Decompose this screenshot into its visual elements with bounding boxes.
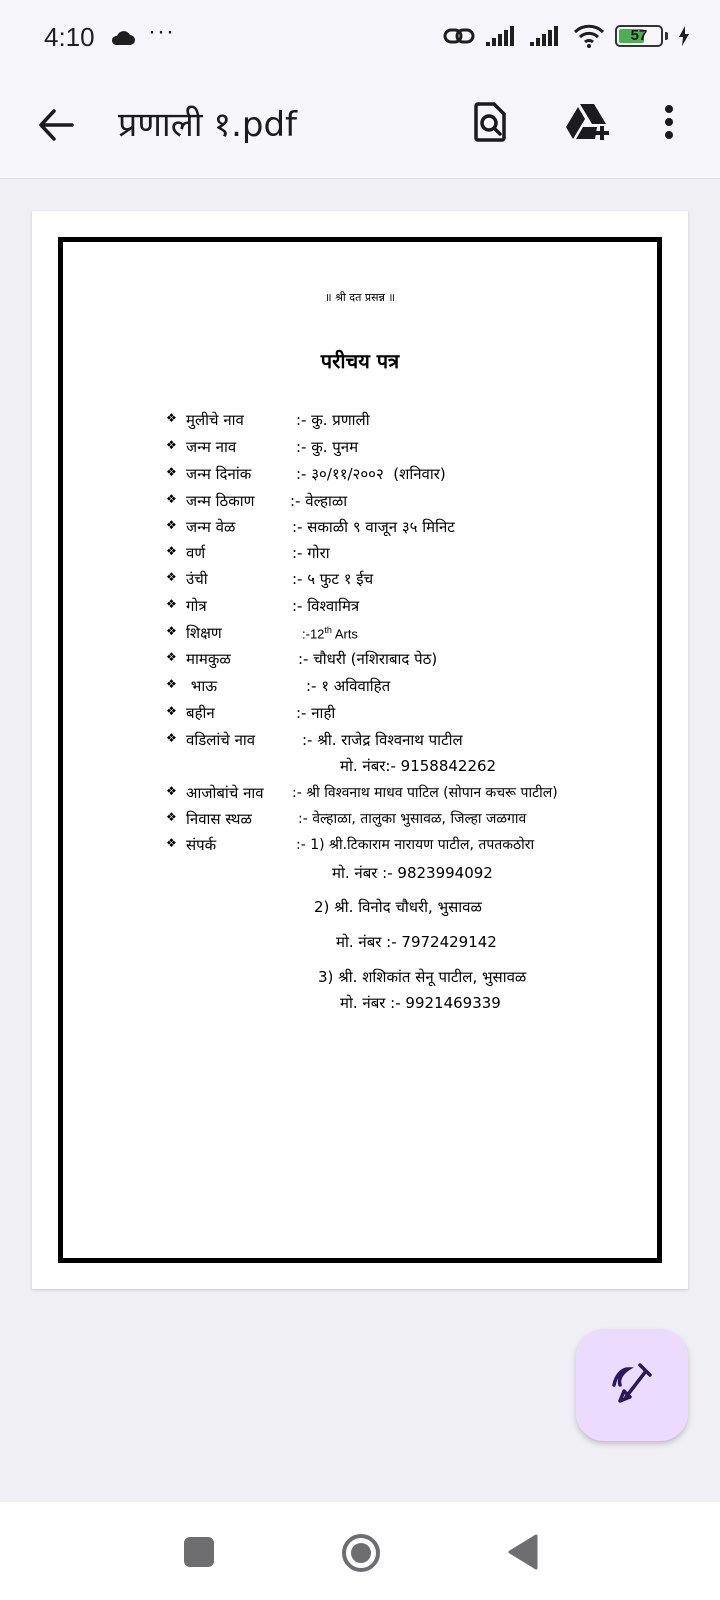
link-icon (443, 25, 475, 47)
diamond-bullet-icon: ❖ (166, 731, 177, 745)
field-label: मामकुळ (186, 650, 231, 668)
diamond-bullet-icon: ❖ (166, 597, 177, 611)
find-in-page-icon[interactable] (474, 102, 506, 142)
field-value: :- ३०/११/२००२ (शनिवार) (296, 465, 446, 483)
cloud-icon (110, 30, 136, 46)
field-label: निवास स्थळ (186, 810, 252, 828)
father-mobile: मो. नंबर:- 9158842262 (340, 757, 497, 775)
diamond-bullet-icon: ❖ (166, 677, 177, 691)
diamond-bullet-icon: ❖ (166, 411, 177, 425)
field-value: :- ५ फुट १ ईच (292, 570, 374, 588)
field-value: :- १ अविवाहित (306, 677, 391, 695)
diamond-bullet-icon: ❖ (166, 492, 177, 506)
diamond-bullet-icon: ❖ (166, 650, 177, 664)
field-label: बहीन (186, 704, 215, 722)
document-heading: परीचय पत्र (320, 349, 400, 373)
document-content (32, 211, 688, 1289)
diamond-bullet-icon: ❖ (166, 518, 177, 532)
field-label: मुलीचे नाव (186, 411, 244, 429)
field-label: जन्म दिनांक (186, 465, 252, 483)
app-bar (0, 72, 720, 179)
field-label: संपर्क (186, 836, 217, 854)
field-label: जन्म वेळ (186, 518, 236, 536)
diamond-bullet-icon: ❖ (166, 465, 177, 479)
diamond-bullet-icon: ❖ (166, 570, 177, 584)
field-label: आजोबांचे नाव (186, 784, 264, 802)
diamond-bullet-icon: ❖ (166, 784, 177, 798)
diamond-bullet-icon: ❖ (166, 544, 177, 558)
contact3-mobile: मो. नंबर :- 9921469339 (340, 994, 501, 1012)
field-value: :- वेल्हाळा (290, 492, 348, 510)
pdf-page[interactable] (32, 211, 688, 1289)
field-label: जन्म नाव (186, 438, 237, 456)
field-label: वडिलांचे नाव (186, 731, 256, 749)
nav-back-button[interactable] (506, 1533, 540, 1571)
field-label: जन्म ठिकाण (186, 492, 255, 510)
arrow-back-icon[interactable] (36, 105, 76, 145)
invocation-line: ॥ श्री दत प्रसन्न ॥ (325, 291, 395, 304)
diamond-bullet-icon: ❖ (166, 810, 177, 824)
battery-icon (615, 25, 663, 47)
field-label: शिक्षण (186, 624, 222, 642)
system-nav-bar (0, 1502, 720, 1600)
wifi-icon (573, 24, 605, 48)
diamond-bullet-icon: ❖ (166, 438, 177, 452)
field-value: :- विश्वामित्र (292, 597, 360, 615)
field-value: :- 1) श्री.टिकाराम नारायण पाटील, तपतकठोरा (296, 837, 535, 853)
field-value: :- कु. पुनम (296, 438, 359, 456)
field-value: :- कु. प्रणाली (296, 411, 370, 429)
diamond-bullet-icon: ❖ (166, 836, 177, 850)
contact1-mobile: मो. नंबर :- 9823994092 (332, 864, 493, 882)
more-vert-icon[interactable] (664, 104, 674, 144)
field-value: :-12th Arts (302, 625, 358, 642)
annotate-button[interactable] (576, 1329, 688, 1441)
field-value: :- वेल्हाळा, तालुका भुसावळ, जिल्हा जळगाव (298, 811, 527, 827)
home-button[interactable] (341, 1533, 381, 1573)
field-label: उंची (186, 570, 208, 588)
add-to-drive-icon[interactable] (566, 102, 612, 142)
contact3: 3) श्री. शशिकांत सेनू पाटील, भुसावळ (318, 968, 527, 986)
field-label: भाऊ (186, 677, 217, 695)
field-value: :- श्री. राजेद्र विश्वनाथ पाटील (302, 731, 463, 749)
signal-icon-2 (529, 25, 563, 47)
file-title: प्रणाली १.pdf (118, 105, 298, 145)
diamond-bullet-icon: ❖ (166, 624, 177, 638)
contact2-mobile: मो. नंबर :- 7972429142 (336, 933, 497, 951)
field-value: :- गोरा (292, 544, 330, 562)
diamond-bullet-icon: ❖ (166, 704, 177, 718)
field-label: वर्ण (186, 544, 206, 562)
battery-level: 57 (630, 27, 648, 44)
field-label: गोत्र (186, 597, 207, 615)
recents-button[interactable] (184, 1537, 214, 1567)
charging-icon (678, 25, 690, 47)
annotate-pen-icon (610, 1361, 654, 1407)
field-value: :- चौधरी (नशिराबाद पेठ) (298, 650, 438, 668)
contact2: 2) श्री. विनोद चौधरी, भुसावळ (314, 898, 482, 916)
status-time: 4:10 (44, 22, 95, 52)
field-value: :- नाही (296, 704, 336, 722)
field-value: :- सकाळी ९ वाजून ३५ मिनिट (292, 518, 455, 536)
signal-icon (485, 25, 519, 47)
status-bar (0, 0, 720, 72)
status-overflow-icon: ··· (148, 18, 175, 45)
field-value: :- श्री विश्वनाथ माधव पाटिल (सोपान कचरू पाटील) (292, 785, 558, 801)
